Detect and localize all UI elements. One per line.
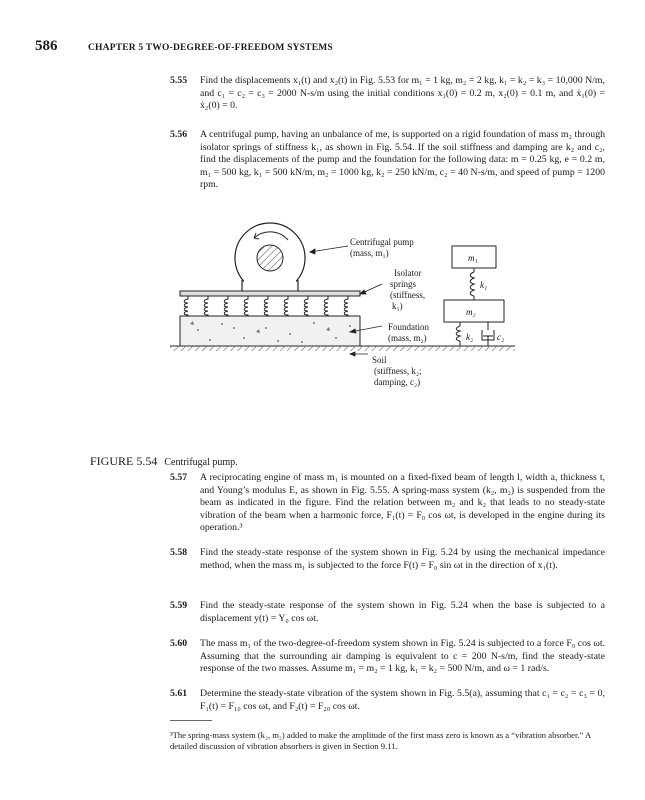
label-schematic-m2: m₂ bbox=[466, 307, 476, 317]
label-soil-damping: damping, c₂) bbox=[374, 377, 421, 387]
isolator-spring bbox=[204, 296, 208, 316]
pump-casing bbox=[235, 223, 305, 294]
problem-5-57 bbox=[170, 472, 605, 535]
label-isolator: Isolator bbox=[394, 268, 422, 278]
label-pump: Centrifugal pump bbox=[350, 237, 414, 247]
problem-number: 5.56 bbox=[170, 129, 188, 140]
foundation-block bbox=[180, 316, 360, 346]
figure-label: FIGURE 5.54 bbox=[90, 454, 158, 468]
problem-text: A centrifugal pump, having an unbalance of me, is supported on a rigid foundation of mass m₂ through isolator springs of stiffness k₁, as shown in Fig. 5.54. If the soil stiffness and damping are k₂ and c₂, find the displacements of the pump and the foundation for the following data: m = 0.25 kg, e = 0.2 m, m₁ = 500 kg, k₁ = 500 kN/m, m₂ = 1000 kg, k₂ = 250 kN/m, c₂ = 40 N-s/m, and speed of pump = 1200 rpm. bbox=[200, 129, 605, 191]
problem-text: A reciprocating engine of mass m₁ is mounted on a fixed-fixed beam of length l, width a, thickness t, and Young’s modulus E, as shown in Fig. 5.55. A spring-mass system (k₂, m₂) is suspended from the beam as indicated in the figure. Find the relation between m₂ and k₂ that leads to no steady-state vibration of the beam when a harmonic force, F₁(t) = F₀ cos ωt, is developed in the engine during its operation.³ bbox=[200, 472, 605, 534]
label-schematic-k1: k₁ bbox=[480, 280, 488, 290]
problem-text: Find the steady-state response of the system shown in Fig. 5.24 by using the mechanical impedance method, when the mass m₁ is subjected to the force F(t) = F₀ sin ωt in the direction of x₁(t). bbox=[200, 547, 605, 571]
pump-base-plate bbox=[180, 291, 360, 296]
isolator-springs bbox=[184, 296, 348, 316]
label-foundation-mass: (mass, m₂) bbox=[388, 333, 427, 343]
chapter-heading: CHAPTER 5 TWO-DEGREE-OF-FREEDOM SYSTEMS bbox=[88, 43, 333, 53]
label-schematic-c2: c₂ bbox=[497, 332, 505, 342]
isolator-spring bbox=[224, 296, 228, 316]
figure-caption-text: Centrifugal pump. bbox=[164, 457, 238, 468]
figure-5-54 bbox=[170, 220, 520, 445]
isolator-spring bbox=[304, 296, 308, 316]
problem-number: 5.59 bbox=[170, 600, 188, 611]
isolator-spring bbox=[284, 296, 288, 316]
footnote-rule bbox=[170, 720, 212, 721]
problem-number: 5.58 bbox=[170, 547, 188, 558]
problem-5-59 bbox=[170, 600, 605, 625]
label-soil-stiffness: (stiffness, k₂; bbox=[374, 366, 422, 376]
problem-text: Find the steady-state response of the system shown in Fig. 5.24 when the base is subjected to a displacement y(t) = Y₀ cos ωt. bbox=[200, 600, 605, 624]
problem-5-58 bbox=[170, 547, 605, 572]
label-pump-mass: (mass, m₁) bbox=[350, 248, 389, 258]
label-schematic-k2: k₂ bbox=[466, 332, 474, 342]
label-springs: springs bbox=[390, 279, 417, 289]
label-soil: Soil bbox=[372, 355, 387, 365]
problem-number: 5.57 bbox=[170, 472, 188, 483]
page-number: 586 bbox=[35, 38, 58, 54]
problem-number: 5.61 bbox=[170, 688, 188, 699]
problem-text: Find the displacements x₁(t) and x₂(t) in Fig. 5.53 for m₁ = 1 kg, m₂ = 2 kg, k₁ = k₂ = k₃ = 10,000 N/m, and c₁ = c₂ = c₃ = 2000 N-s/m using the initial conditions x₁(0) = 0.2 m, x₂(0) = 0.1 m, and ẋ₁(0) = ẋ₂(0) = 0. bbox=[200, 75, 605, 112]
label-k1: k₁) bbox=[392, 301, 403, 311]
pump-diagram bbox=[170, 220, 520, 445]
label-foundation: Foundation bbox=[388, 322, 430, 332]
ground-hatch bbox=[170, 346, 515, 351]
isolator-spring bbox=[344, 296, 348, 316]
problem-5-60 bbox=[170, 638, 605, 676]
isolator-spring bbox=[184, 296, 188, 316]
problem-number: 5.55 bbox=[170, 75, 188, 86]
footnote: ³The spring-mass system (k₂, m₂) added to make the amplitude of the first mass zero is known as a “vibration absorber.” A detailed discussion of vibration absorbers is given in Section 9.11. bbox=[170, 730, 591, 751]
isolator-spring bbox=[324, 296, 328, 316]
problem-5-56 bbox=[170, 129, 605, 192]
problem-5-55 bbox=[170, 75, 605, 113]
figure-caption bbox=[90, 454, 238, 469]
label-stiffness: (stiffness, bbox=[390, 290, 426, 300]
problem-text: Determine the steady-state vibration of the system shown in Fig. 5.5(a), assuming that c₁ = c₂ = c₃ = 0, F₁(t) = F₁₀ cos ωt, and F₂(t) = F₂₀ cos ωt. bbox=[200, 688, 605, 712]
isolator-spring bbox=[244, 296, 248, 316]
problem-number: 5.60 bbox=[170, 638, 188, 649]
problem-5-61 bbox=[170, 688, 605, 713]
isolator-spring bbox=[264, 296, 268, 316]
label-schematic-m1: m₁ bbox=[468, 253, 478, 263]
problem-text: The mass m₁ of the two-degree-of-freedom system shown in Fig. 5.24 is subjected to a force F₀ cos ωt. Assuming that the surrounding air damping is equivalent to c = 200 N-s/m, find the steady-state response of the two masses. Assume m₁ = m₂ = 1 kg, k₁ = k₂ = 500 N/m, and ω = 1 rad/s. bbox=[200, 638, 605, 675]
